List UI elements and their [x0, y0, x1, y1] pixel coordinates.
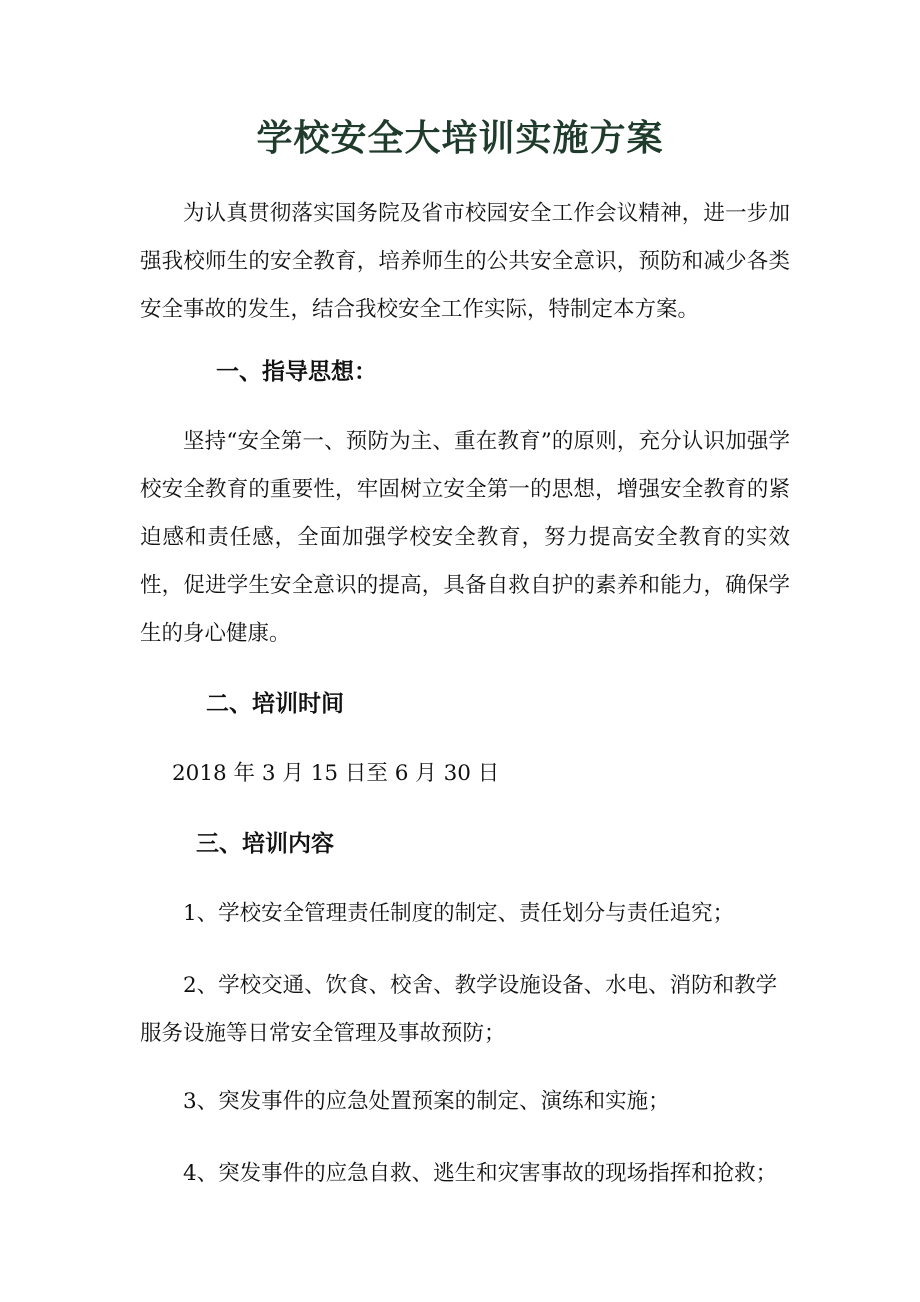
intro-paragraph: 为认真贯彻落实国务院及省市校园安全工作会议精神，进一步加强我校师生的安全教育，培养师生的公共安全意识，预防和减少各类安全事故的发生，结合我校安全工作实际，特制定本方案。: [140, 201, 790, 322]
content-item-3: 3、突发事件的应急处置预案的制定、演练和实施；: [183, 1089, 670, 1114]
content-item-2: 2、学校交通、饮食、校舍、教学设施设备、水电、消防和教学服务设施等日常安全管理及事故预防；: [140, 973, 778, 1046]
guiding-ideology-paragraph: 坚持“安全第一、预防为主、重在教育”的原则，充分认识加强学校安全教育的重要性，牢固树立安全第一的思想，增强安全教育的紧迫感和责任感，全面加强学校安全教育，努力提高安全教育的实效性，促进学生安全意识的提高，具备自救自护的素养和能力，确保学生的身心健康。: [140, 429, 790, 646]
content-item-1: 1、学校安全管理责任制度的制定、责任划分与责任追究；: [183, 901, 735, 926]
training-time-text: 2018 年 3 月 15 日至 6 月 30 日: [172, 761, 500, 786]
section-heading-training-time: 二、培训时间: [206, 690, 344, 717]
document-title: 学校安全大培训实施方案: [256, 117, 664, 159]
section-heading-guiding-ideology: 一、指导思想：: [216, 358, 377, 385]
content-item-4: 4、突发事件的应急自救、逃生和灾害事故的现场指挥和抢救；: [183, 1161, 778, 1186]
section-heading-training-content: 三、培训内容: [196, 830, 334, 857]
